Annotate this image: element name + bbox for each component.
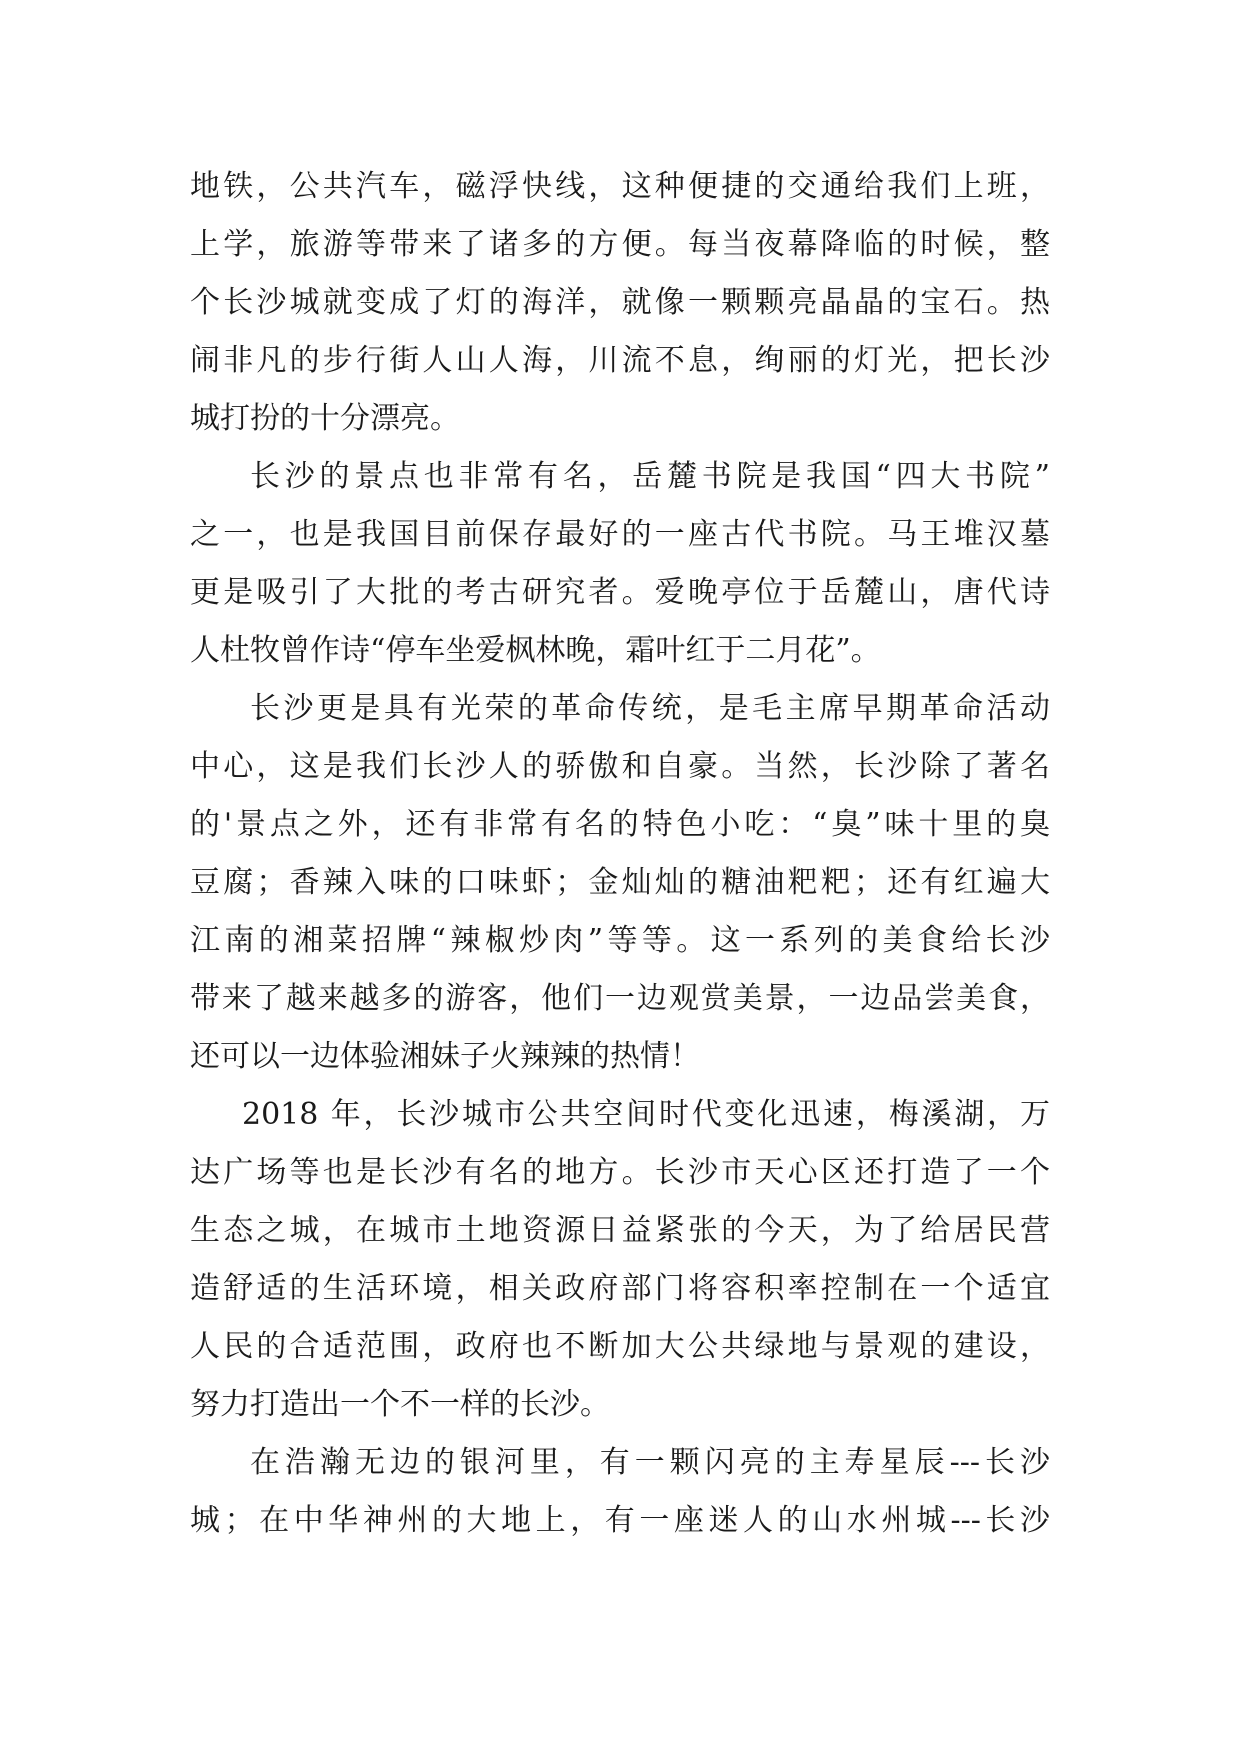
text-line: 更是吸引了大批的考古研究者。爱晚亭位于岳麓山，唐代诗	[190, 575, 1050, 610]
text-line: 还可以一边体验湘妹子火辣辣的热情！	[190, 1039, 700, 1074]
document-body	[190, 158, 1050, 1550]
paragraph-first-line: 长沙更是具有光荣的革命传统，是毛主席早期革命活动	[250, 691, 1050, 726]
text-line: 生态之城，在城市土地资源日益紧张的今天，为了给居民营	[190, 1213, 1050, 1248]
text-line: 人民的合适范围，政府也不断加大公共绿地与景观的建设，	[190, 1329, 1050, 1364]
text-line: 人杜牧曾作诗“停车坐爱枫林晚，霜叶红于二月花”。	[190, 633, 881, 668]
text-line: 达广场等也是长沙有名的地方。长沙市天心区还打造了一个	[190, 1155, 1050, 1190]
text-line: 豆腐；香辣入味的口味虾；金灿灿的糖油粑粑；还有红遍大	[190, 865, 1050, 900]
text-line: 努力打造出一个不一样的长沙。	[190, 1387, 610, 1422]
text-line: 中心，这是我们长沙人的骄傲和自豪。当然，长沙除了著名	[190, 749, 1050, 784]
text-line: 城；在中华神州的大地上，有一座迷人的山水州城---长沙	[190, 1503, 1050, 1538]
text-line: 的'景点之外，还有非常有名的特色小吃：“臭”味十里的臭	[190, 807, 1050, 842]
text-line: 之一，也是我国目前保存最好的一座古代书院。马王堆汉墓	[190, 517, 1050, 552]
text-line: 上学，旅游等带来了诸多的方便。每当夜幕降临的时候，整	[190, 227, 1050, 262]
text-line: 地铁，公共汽车，磁浮快线，这种便捷的交通给我们上班，	[190, 169, 1050, 204]
text-line: 江南的湘菜招牌“辣椒炒肉”等等。这一系列的美食给长沙	[190, 923, 1050, 958]
text-line: 造舒适的生活环境，相关政府部门将容积率控制在一个适宜	[190, 1271, 1050, 1306]
text-line: 个长沙城就变成了灯的海洋，就像一颗颗亮晶晶的宝石。热	[190, 285, 1050, 320]
text-line: 闹非凡的步行街人山人海，川流不息，绚丽的灯光，把长沙	[190, 343, 1050, 378]
text-line: 带来了越来越多的游客，他们一边观赏美景，一边品尝美食，	[190, 981, 1050, 1016]
text-line: 城打扮的十分漂亮。	[190, 401, 460, 436]
paragraph-first-line: 在浩瀚无边的银河里，有一颗闪亮的主寿星辰---长沙	[250, 1445, 1050, 1480]
paragraph-first-line: 2018 年，长沙城市公共空间时代变化迅速，梅溪湖，万	[242, 1097, 1050, 1132]
paragraph-first-line: 长沙的景点也非常有名，岳麓书院是我国“四大书院”	[250, 459, 1050, 494]
